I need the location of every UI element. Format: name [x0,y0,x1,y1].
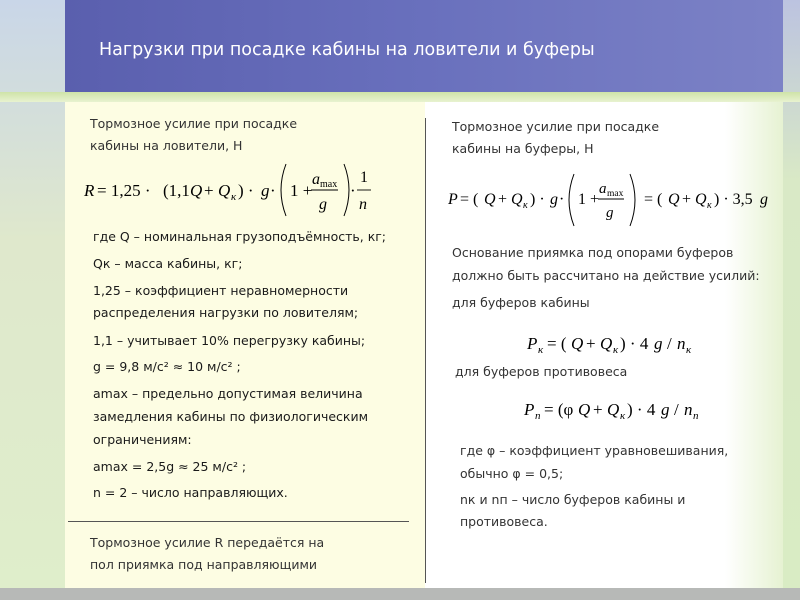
left-heading-line2: кабины на ловители, Н [90,138,243,153]
svg-text:к: к [686,344,692,356]
basis-line1: Основание приямка под опорами буферов [452,245,734,260]
svg-text:max: max [320,179,338,190]
bottom-bar [0,588,800,600]
counterweight-buffer-formula [522,393,722,430]
note-line: nк и nп – число буферов кабины и [460,492,686,507]
svg-text:1: 1 [360,169,368,186]
svg-text:) ·: ) · [530,191,545,208]
svg-text:max: max [607,189,624,199]
def-line: amax – предельно допустимая величина [93,386,363,401]
header-rule [0,92,800,102]
svg-text:Q: Q [511,191,523,208]
buffer-force-formula [446,170,776,235]
svg-text:Q: Q [578,400,591,419]
svg-text:к: к [707,200,712,211]
svg-text:к: к [538,344,544,356]
svg-text:·: · [559,191,565,208]
svg-text:P: P [527,334,538,353]
def-line: 1,25 – коэффициент неравномерности [93,283,349,298]
svg-text:к: к [613,344,619,356]
svg-text:+: + [586,334,596,353]
svg-text:Q: Q [218,181,231,200]
svg-text:a: a [599,181,607,197]
svg-text:1 +: 1 + [290,181,313,200]
footer-divider [68,521,409,522]
counterweight-buffers-label: для буферов противовеса [455,364,628,379]
svg-text:+: + [593,400,603,419]
def-line: amax = 2,5g ≈ 25 м/с² ; [93,459,247,474]
svg-text:= 1,25 ·: = 1,25 · [97,181,151,200]
svg-text:Q: Q [695,191,707,208]
svg-text:P: P [524,400,535,419]
svg-text:= (: = ( [460,191,479,208]
svg-text:g: g [760,191,768,208]
svg-text:Q: Q [571,334,584,353]
left-decor-strip [0,0,65,600]
svg-text:n: n [684,400,693,419]
def-line: ограничениям: [93,432,192,447]
svg-text:) ·: ) · [238,181,254,200]
svg-text:g: g [550,191,558,208]
cabin-buffers-label: для буферов кабины [452,295,590,310]
svg-text:n: n [677,334,686,353]
svg-text:g: g [661,400,670,419]
svg-text:к: к [523,200,528,211]
svg-text:a: a [312,171,320,188]
def-line: 1,1 – учитывает 10% перегрузку кабины; [93,333,366,348]
note-line: где φ – коэффициент уравновешивания, [460,443,729,458]
right-decor-strip [783,0,800,600]
left-footer-line2: пол приямка под направляющими [90,557,318,572]
column-divider [425,118,426,583]
slide-header [65,0,783,92]
svg-text:к: к [231,191,237,203]
svg-text:/: / [667,334,672,353]
svg-text:/: / [674,400,679,419]
note-line: противовеса. [460,514,548,529]
cabin-buffer-formula [525,327,715,364]
def-line: Qк – масса кабины, кг; [93,256,243,271]
svg-text:п: п [535,410,541,422]
svg-text:(1,1: (1,1 [163,181,190,200]
basis-line2: должно быть рассчитано на действие усилий: [452,268,760,283]
svg-text:Q: Q [600,334,613,353]
note-line: обычно φ = 0,5; [460,466,564,481]
right-heading-line1: Тормозное усилие при посадке [452,119,660,134]
svg-text:Q: Q [484,191,496,208]
def-line: где Q – номинальная грузоподъёмность, кг; [93,229,387,244]
def-line: распределения нагрузки по ловителям; [93,305,359,320]
svg-text:Q: Q [190,181,203,200]
svg-text:·: · [350,181,356,200]
svg-text:g: g [261,181,270,200]
svg-text:P: P [448,191,458,208]
def-line: g = 9,8 м/с² ≈ 10 м/с² ; [93,359,241,374]
svg-text:1 +: 1 + [578,191,600,208]
svg-text:Q: Q [668,191,680,208]
svg-text:= (: = ( [644,191,663,208]
svg-text:п: п [693,410,699,422]
slide-title: Нагрузки при посадке кабины на ловители и буферы [99,40,595,60]
svg-text:n: n [359,196,367,213]
def-line: замедления кабины по физиологическим [93,409,368,424]
right-heading-line2: кабины на буферы, Н [452,141,594,156]
svg-text:+: + [204,181,214,200]
svg-text:+: + [682,191,692,208]
svg-text:= (: = ( [547,334,567,353]
svg-text:) · 4: ) · 4 [620,334,649,353]
catch-force-formula [82,160,382,225]
svg-text:g: g [654,334,663,353]
left-heading-line1: Тормозное усилие при посадке [90,116,298,131]
def-line: n = 2 – число направляющих. [93,485,288,500]
svg-text:) · 4: ) · 4 [627,400,656,419]
svg-text:) · 3,5: ) · 3,5 [714,191,753,208]
svg-text:R: R [84,181,95,200]
svg-text:+: + [498,191,508,208]
svg-text:·: · [270,181,276,200]
left-footer-line1: Тормозное усилие R передаётся на [90,535,325,550]
svg-text:к: к [620,410,626,422]
svg-text:g: g [606,205,614,221]
svg-text:g: g [319,196,327,213]
svg-text:= (φ: = (φ [544,400,574,419]
svg-text:Q: Q [607,400,620,419]
